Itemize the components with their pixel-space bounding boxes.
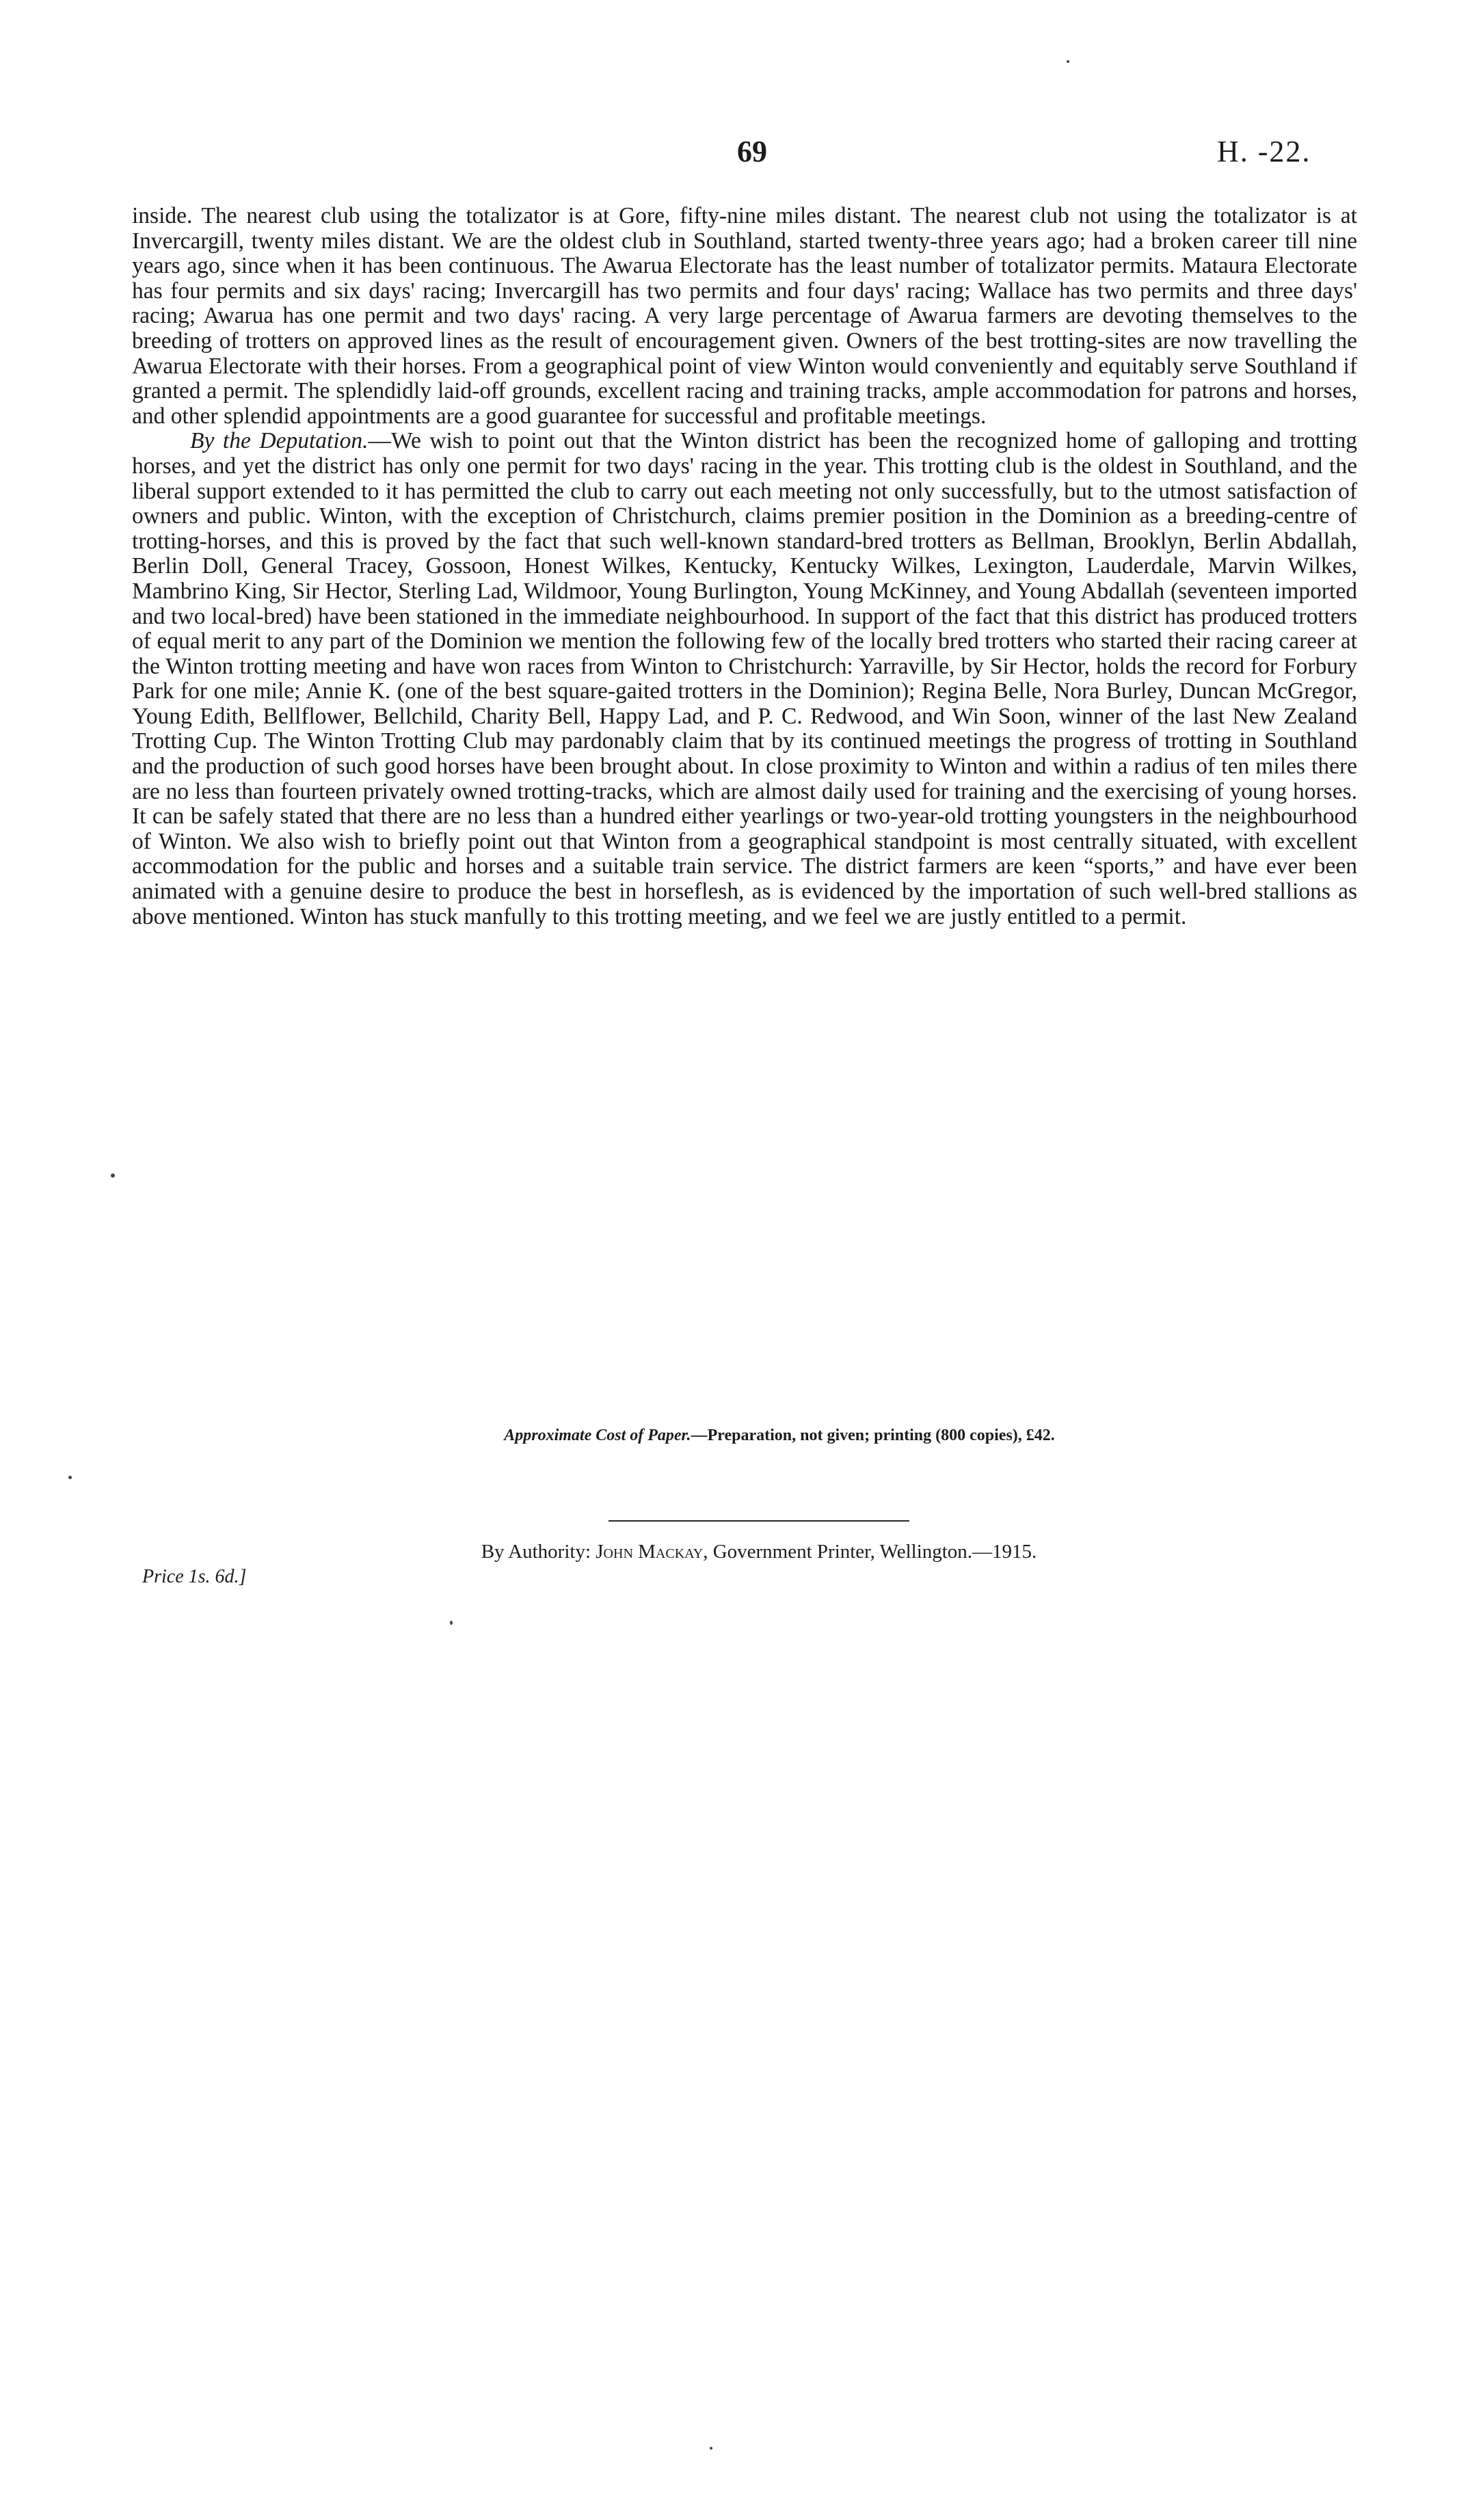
scan-speck xyxy=(111,1173,115,1178)
page-number: 69 xyxy=(737,135,767,168)
scan-speck xyxy=(450,1621,453,1625)
authority-prefix: By Authority: xyxy=(481,1541,596,1563)
body-text xyxy=(132,204,1357,929)
authority-printer: John Mackay xyxy=(596,1541,704,1563)
document-reference: H. -22. xyxy=(1217,135,1311,168)
cost-note xyxy=(383,1427,1176,1445)
authority-suffix: , Government Printer, Wellington.—1915. xyxy=(703,1541,1037,1563)
paragraph-2-speaker: By the Deputation. xyxy=(190,428,369,454)
paragraph-2-text: —We wish to point out that the Winton district has been the recognized home of galloping and trotting horses, and yet the district has only one permit for two days' racing in the year. This trotting club is the oldest in Southland, and the liberal support extended to it has permitted the club to carry out each meeting not only successfully, but to the utmost satisfaction of owners and public. Winton, with the exception of Christchurch, claims premier position in the Dominion as a breeding-centre of trotting-horses, and this is proved by the fact that such well-known standard-bred trotters as Bellman, Brooklyn, Berlin Abdallah, Berlin Doll, General Tracey, Gossoon, Honest Wilkes, Kentucky, Kentucky Wilkes, Lexington, Lauderdale, Marvin Wilkes, Mambrino King, Sir Hector, Sterling Lad, Wildmoor, Young Burlington, Young McKinney, and Young Abdallah (seventeen imported and two local-bred) have been stationed in the immediate neighbourhood. In support of the fact that this district has produced trotters of equal merit to any part of the Dominion we mention the following few of the locally bred trotters who started their racing career at the Winton trotting meeting and have won races from Winton to Christchurch: Yarraville, by Sir Hector, holds the record for Forbury Park for one mile; Annie K. (one of the best square-gaited trotters in the Dominion); Regina Belle, Nora Burley, Duncan McGregor, Young Edith, Bellflower, Bellchild, Charity Bell, Happy Lad, and P. C. Redwood, and Win Soon, winner of the last New Zealand Trotting Cup. The Winton Trotting Club may pardonably claim that by its continued meetings the progress of trotting in Southland and the production of such good horses have been brought about. In close proximity to Winton and within a radius of ten miles there are no less than fourteen privately owned trotting-tracks, which are almost daily used for training and the exercising of young horses. It can be safely stated that there are no less than a hundred either yearlings or two-year-old trotting youngsters in the neighbourhood of Winton. We also wish to briefly point out that Winton from a geographical standpoint is most centrally situated, with excellent accommodation for the public and horses and a suitable train service. The district farmers are keen “sports,” and have ever been animated with a genuine desire to produce the best in horseflesh, as is evidenced by the importation of such well-bred stallions as above mentioned. Winton has stuck manfully to this trotting meeting, and we feel we are justly entitled to a permit. xyxy=(132,428,1357,929)
scan-speck xyxy=(710,2447,712,2450)
scan-speck xyxy=(68,1476,72,1479)
cost-text: —Preparation, not given; printing (800 copies), £42. xyxy=(691,1427,1055,1444)
scan-speck xyxy=(1067,60,1069,63)
footer-divider xyxy=(609,1520,909,1522)
authority-line xyxy=(373,1541,1145,1563)
paragraph-2 xyxy=(132,429,1357,929)
cost-label: Approximate Cost of Paper. xyxy=(504,1427,691,1444)
price-note: Price 1s. 6d.] xyxy=(142,1566,247,1587)
paragraph-1: inside. The nearest club using the totalizator is at Gore, fifty-nine miles distant. The nearest club not using the totalizator is at Invercargill, twenty miles distant. We are the oldest club in Southland, started twenty-three years ago; had a broken career till nine years ago, since when it has been continuous. The Awarua Electorate has the least number of totalizator permits. Mataura Electorate has four permits and six days' racing; Invercargill has two permits and four days' racing; Wallace has two permits and three days' racing; Awarua has one permit and two days' racing. A very large percentage of Awarua farmers are devoting themselves to the breeding of trotters on approved lines as the result of encouragement given. Owners of the best trotting-sites are now travelling the Awarua Electorate with their horses. From a geographical point of view Winton would conveniently and equitably serve Southland if granted a permit. The splendidly laid-off grounds, excellent racing and training tracks, ample accommodation for patrons and horses, and other splendid appointments are a good guarantee for successful and profitable meetings. xyxy=(132,203,1357,429)
